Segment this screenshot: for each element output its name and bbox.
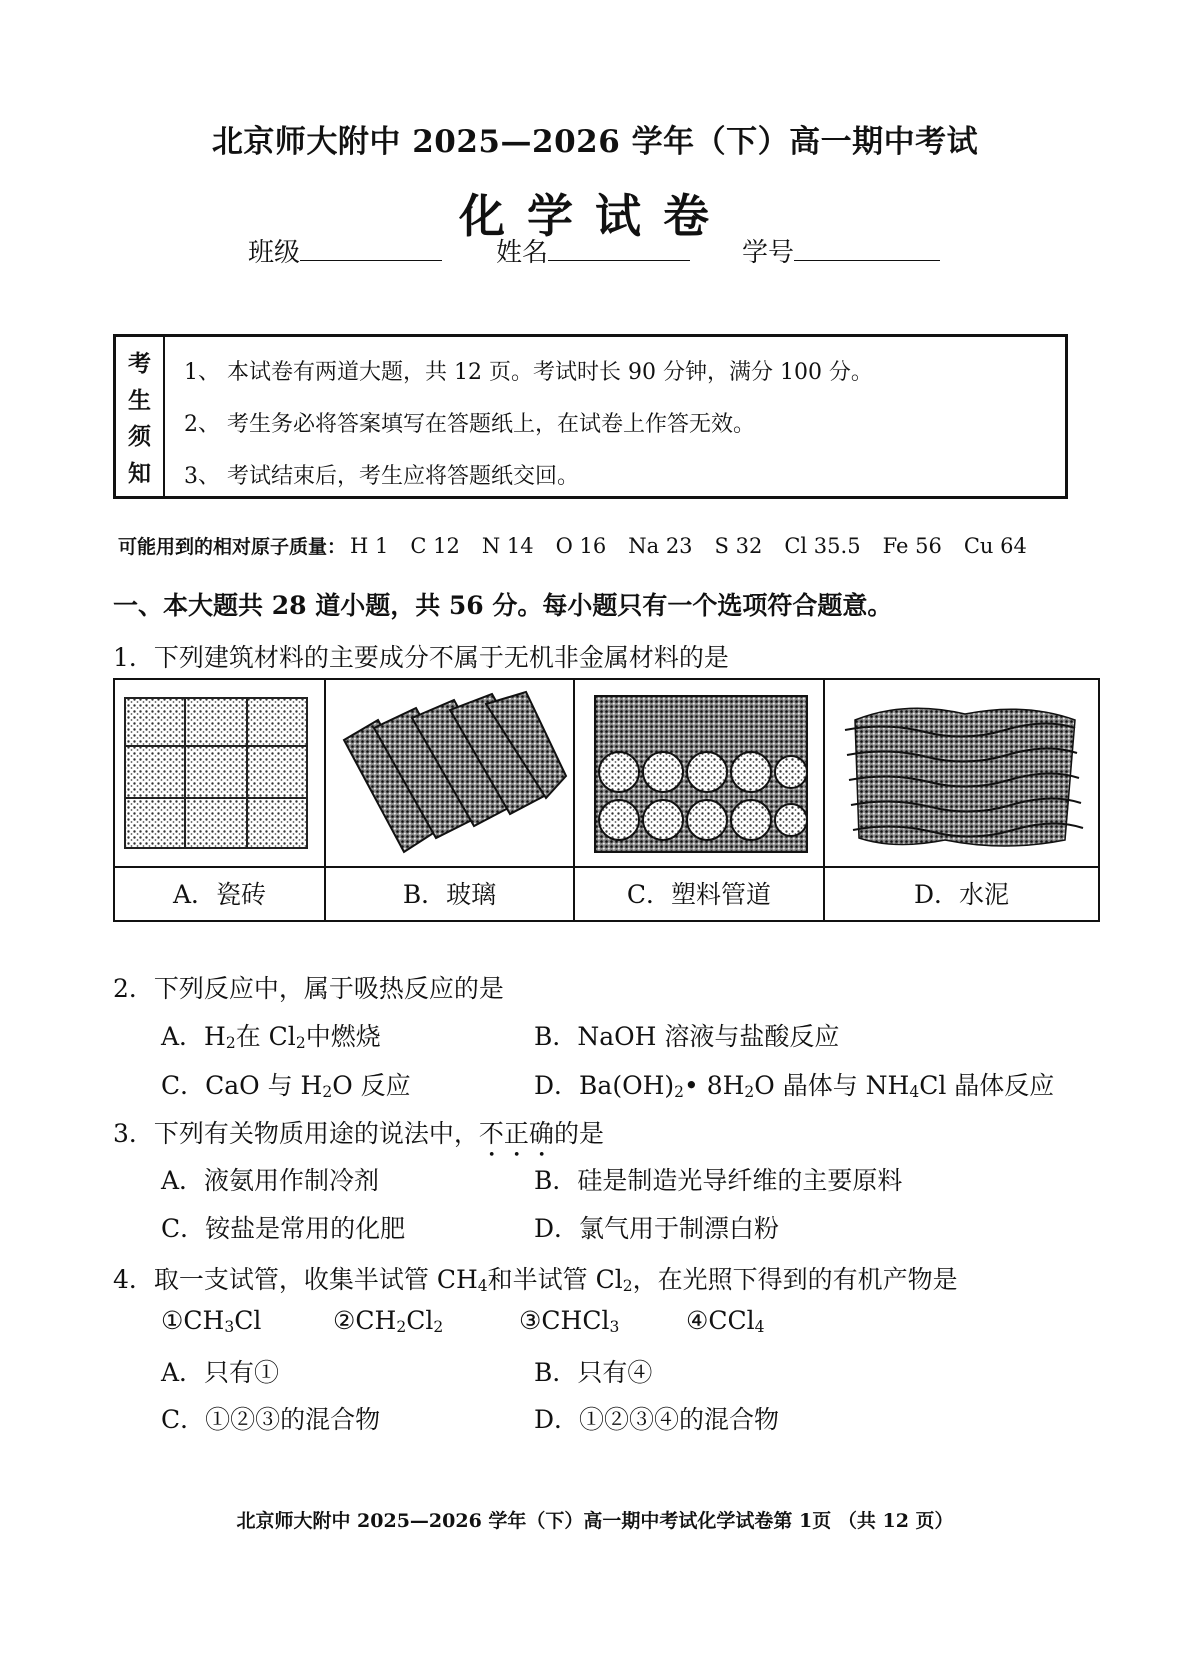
mass-item: Cu 64 [963,534,1027,558]
mass-item: Cl 35.5 [784,534,861,558]
mass-item: H 1 [350,534,389,558]
question-2-option-b[interactable]: B．NaOH 溶液与盐酸反应 [534,1022,840,1051]
subscript: 2 [295,1033,306,1052]
question-3-option-c[interactable]: C．铵盐是常用的化肥 [161,1214,406,1243]
exam-title: 化学试卷 [459,189,731,243]
text: ②CH [333,1306,397,1335]
text: Cl 晶体反应 [919,1071,1055,1100]
option-d-caption: D．水泥 [913,880,1010,909]
mass-item: C 12 [410,534,460,558]
text: 的是 [553,1119,604,1148]
subscript: 4 [909,1082,920,1101]
class-field [248,232,442,269]
question-3-option-d[interactable]: D．氯气用于制漂白粉 [534,1214,780,1243]
text: 和半试管 Cl [487,1265,623,1294]
name-field [496,232,690,269]
subscript: 2 [433,1317,444,1336]
text: D．Ba(OH) [534,1071,675,1100]
class-label: 班级 [248,238,301,268]
option-c-caption: C．塑料管道 [626,880,772,909]
student-id-field [742,232,940,269]
question-3-stem [113,1114,604,1163]
school-title: 北京师大附中 2025—2026 学年（下）高一期中考试 [211,124,979,160]
text: Cl [234,1306,262,1335]
option-c-cell[interactable] [575,680,825,920]
name-label: 姓名 [496,238,549,268]
text: A．H [161,1022,226,1051]
mass-item: O 16 [555,534,607,558]
id-label: 学号 [742,238,795,268]
notice-item: 3、 考试结束后，考生应将答题纸交回。 [184,464,579,489]
id-blank[interactable] [794,238,940,261]
name-blank[interactable] [548,238,690,261]
question-3-option-a[interactable]: A．液氨用作制冷剂 [161,1166,380,1195]
question-3-option-b[interactable]: B．硅是制造光导纤维的主要原料 [534,1166,903,1195]
notice-label-char: 考 [128,349,151,377]
masses-label: 可能用到的相对原子质量： [118,536,347,558]
subscript: 2 [622,1276,633,1295]
text: ①CH [161,1306,225,1335]
option-b-cell[interactable] [326,680,575,920]
question-4-option-c[interactable]: C．①②③的混合物 [161,1405,381,1434]
mass-item: Fe 56 [882,534,942,558]
notice-label-char: 生 [128,386,151,414]
text: ③CHCl [519,1306,610,1335]
option-a-caption: A．瓷砖 [172,880,267,909]
mass-item: N 14 [481,534,534,558]
option-d-cell[interactable] [825,680,1098,920]
emphasis-text: 不正确 [478,1119,554,1148]
class-blank[interactable] [300,238,442,261]
question-4-option-d[interactable]: D．①②③④的混合物 [534,1405,780,1434]
cement-image [825,680,1098,868]
question-2-stem: 2．下列反应中，属于吸热反应的是 [113,974,504,1003]
tile-image [115,680,324,868]
notice-item: 1、 本试卷有两道大题，共 12 页。考试时长 90 分钟，满分 100 分。 [184,360,873,385]
pipes-image [575,680,823,868]
product-3 [519,1306,619,1336]
glass-image [326,680,573,868]
section-heading: 一、本大题共 28 道小题，共 56 分。每小题只有一个选项符合题意。 [113,591,893,620]
option-b-caption: B．玻璃 [402,880,497,909]
subscript: 3 [224,1317,235,1336]
text: 在 Cl [235,1022,296,1051]
text: ，在光照下得到的有机产物是 [632,1265,958,1294]
text: O 晶体与 NH [754,1071,910,1100]
mass-item: S 32 [714,534,763,558]
subscript: 4 [477,1276,488,1295]
question-2-option-c[interactable] [161,1066,411,1102]
subscript: 2 [225,1033,236,1052]
page-footer: 北京师大附中 2025—2026 学年（下）高一期中考试化学试卷第 1页 （共 12 页） [236,1510,954,1532]
notice-item: 2、 考生务必将答案填写在答题纸上，在试卷上作答无效。 [184,412,755,437]
text: Cl [406,1306,434,1335]
option-a-cell[interactable] [115,680,326,920]
notice-box [113,334,1068,499]
atomic-masses [118,532,1027,559]
text: C．CaO 与 H [161,1071,323,1100]
question-1-image-table [113,678,1100,922]
question-2-option-a[interactable] [161,1017,381,1053]
mass-item: Na 23 [628,534,693,558]
text: • 8H [684,1071,745,1100]
notice-label-char: 知 [128,460,151,488]
text: ④CCl [686,1306,755,1335]
subscript: 4 [754,1317,765,1336]
product-1 [161,1306,261,1336]
text: 3．下列有关物质用途的说法中， [113,1119,479,1148]
notice-label [116,337,165,496]
subscript: 2 [396,1317,407,1336]
product-2 [333,1306,443,1336]
text: 4．取一支试管，收集半试管 CH [113,1265,478,1294]
question-4-option-b[interactable]: B．只有④ [534,1358,653,1387]
text: 中燃烧 [305,1022,381,1051]
subscript: 2 [674,1082,684,1101]
question-4-stem [113,1260,958,1296]
subscript: 2 [322,1082,333,1101]
question-4-option-a[interactable]: A．只有① [161,1358,280,1387]
text: O 反应 [332,1071,411,1100]
subscript: 2 [744,1082,755,1101]
question-2-option-d[interactable] [534,1066,1054,1102]
subscript: 3 [609,1317,620,1336]
question-1-stem: 1．下列建筑材料的主要成分不属于无机非金属材料的是 [113,643,729,672]
product-4 [686,1306,765,1336]
notice-label-char: 须 [128,423,151,451]
